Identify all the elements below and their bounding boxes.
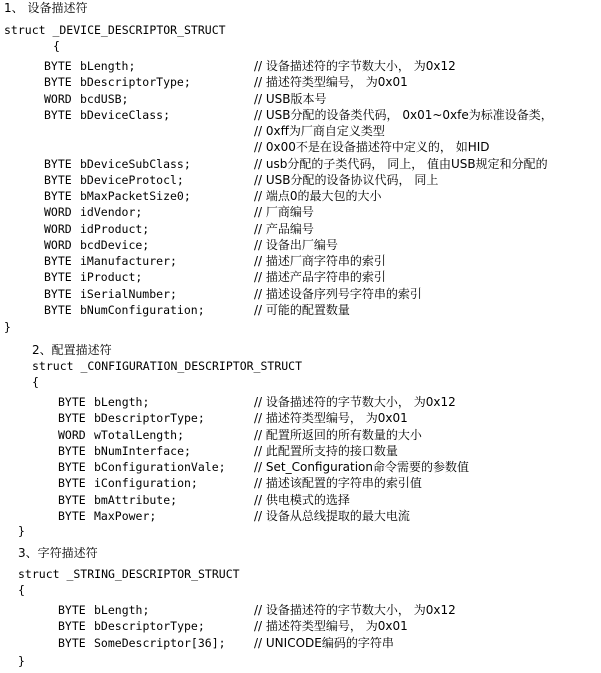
field-type: BYTE — [44, 59, 72, 73]
field-type: BYTE — [44, 286, 72, 301]
field-name: bDescriptorType; — [94, 619, 205, 634]
field-type: WORD — [44, 91, 72, 106]
field-comment: // 设备描述符的字节数大小， 为0x12 — [254, 603, 456, 617]
field-name: iSerialNumber; — [80, 286, 177, 301]
field-type: BYTE — [58, 460, 86, 474]
field-comment: // 描述该配置的字符串的索引值 — [254, 476, 422, 491]
field-comment: // 描述符类型编号， 为0x01 — [254, 619, 408, 634]
field-type: BYTE — [44, 302, 72, 317]
field-type: BYTE — [58, 411, 86, 426]
field-type: BYTE — [44, 254, 72, 268]
field-comment: // 配置所返回的所有数量的大小 — [254, 427, 422, 442]
field-comment: // Set_Configuration命令需要的参数值 — [254, 460, 469, 474]
field-type: WORD — [44, 221, 72, 236]
field-name: bLength; — [94, 603, 150, 617]
close-brace: } — [4, 320, 11, 334]
field-type: BYTE — [58, 619, 86, 634]
field-name: bDeviceSubClass; — [80, 156, 191, 171]
field-name: bNumInterface; — [94, 443, 191, 458]
field-type: BYTE — [58, 635, 86, 650]
field-name: bDeviceClass; — [80, 107, 171, 122]
field-name: bNumConfiguration; — [80, 302, 205, 317]
field-type: BYTE — [44, 270, 72, 285]
field-comment: // 此配置所支持的接口数量 — [254, 443, 398, 458]
field-comment: // 供电模式的选择 — [254, 492, 350, 507]
field-name: bLength; — [94, 395, 150, 409]
field-type: BYTE — [58, 508, 86, 523]
field-name: bDescriptorType; — [80, 75, 191, 90]
field-comment: // usb分配的子类代码， 同上， 值由USB规定和分配的 — [254, 156, 548, 171]
field-type: WORD — [44, 237, 72, 252]
field-name: bcdUSB; — [80, 91, 129, 106]
field-type: WORD — [58, 427, 86, 442]
struct-declaration-device: struct _DEVICE_DESCRIPTOR_STRUCT — [4, 23, 226, 37]
field-name: bConfigurationVale; — [94, 460, 226, 474]
close-brace: } — [18, 524, 25, 538]
field-comment: // 端点0的最大包的大小 — [254, 189, 382, 203]
field-name: wTotalLength; — [94, 427, 185, 442]
field-comment: // USB分配的设备协议代码， 同上 — [254, 172, 439, 187]
field-comment: // 厂商编号 — [254, 205, 314, 220]
field-name: bDescriptorType; — [94, 411, 205, 426]
field-type: BYTE — [58, 395, 86, 409]
field-comment: // 0xff为厂商自定义类型 — [254, 124, 385, 138]
field-comment: // UNICODE编码的字符串 — [254, 635, 394, 650]
field-type: BYTE — [58, 492, 86, 507]
field-type: BYTE — [58, 476, 86, 491]
close-brace: } — [18, 654, 25, 668]
field-comment: // 产品编号 — [254, 221, 314, 236]
open-brace: { — [53, 39, 60, 53]
field-comment: // 描述产品字符串的索引 — [254, 270, 386, 285]
section-heading-configuration-descriptor: 2、配置描述符 — [32, 343, 112, 357]
field-comment: // 设备从总线提取的最大电流 — [254, 508, 410, 523]
field-name: bLength; — [80, 59, 136, 73]
field-type: BYTE — [44, 75, 72, 90]
field-name: bMaxPacketSize0; — [80, 189, 191, 203]
field-comment: // 描述设备序列号字符串的索引 — [254, 286, 422, 301]
field-type: BYTE — [44, 107, 72, 122]
field-comment: // 设备描述符的字节数大小， 为0x12 — [254, 59, 456, 73]
struct-declaration-string: struct _STRING_DESCRIPTOR_STRUCT — [18, 567, 240, 581]
field-comment: // 描述厂商字符串的索引 — [254, 254, 386, 268]
field-type: BYTE — [44, 156, 72, 171]
struct-declaration-configuration: struct _CONFIGURATION_DESCRIPTOR_STRUCT — [32, 359, 303, 373]
field-comment: // USB版本号 — [254, 91, 327, 106]
field-comment: // 可能的配置数量 — [254, 302, 350, 317]
field-name: bmAttribute; — [94, 492, 178, 507]
field-comment: // 描述符类型编号， 为0x01 — [254, 75, 408, 90]
field-name: iConfiguration; — [94, 476, 198, 491]
field-comment: // USB分配的设备类代码， 0x01~0xfe为标准设备类， — [254, 107, 553, 122]
field-comment: // 设备描述符的字节数大小， 为0x12 — [254, 395, 456, 409]
field-name: bcdDevice; — [80, 237, 150, 252]
field-name: SomeDescriptor[36]; — [94, 635, 226, 650]
field-type: BYTE — [44, 172, 72, 187]
field-name: iManufacturer; — [80, 254, 177, 268]
field-comment: // 描述符类型编号， 为0x01 — [254, 411, 408, 426]
field-name: idVendor; — [80, 205, 143, 220]
field-type: WORD — [44, 205, 72, 220]
open-brace: { — [18, 583, 25, 597]
field-name: bDeviceProtocl; — [80, 172, 184, 187]
open-brace: { — [32, 375, 39, 389]
section-heading-string-descriptor: 3、字符描述符 — [18, 546, 98, 560]
field-name: iProduct; — [80, 270, 143, 285]
field-comment: // 设备出厂编号 — [254, 237, 338, 252]
field-type: BYTE — [58, 603, 86, 617]
field-type: BYTE — [58, 443, 86, 458]
field-name: idProduct; — [80, 221, 150, 236]
field-name: MaxPower; — [94, 508, 157, 523]
field-type: BYTE — [44, 189, 72, 203]
section-heading-device-descriptor: 1、 设备描述符 — [4, 1, 88, 15]
field-comment: // 0x00不是在设备描述符中定义的， 如HID — [254, 140, 490, 155]
